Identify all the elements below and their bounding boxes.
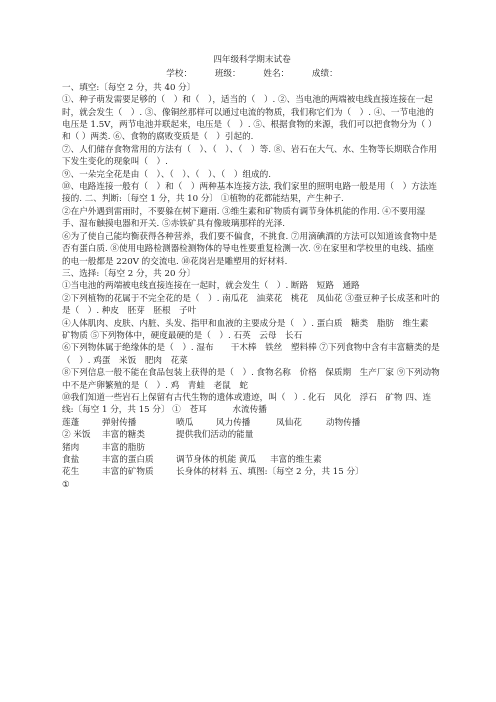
choice-questions-4-5: ④人体肌肉、皮肤、内脏、头发、指甲和血液的主要成分是（ ）. 蛋白质 糖类 脂肪 维生素 矿物质 ⑤下列物体中，硬度最硬的是（ ）. 石英 云母 长石 xyxy=(62,318,438,341)
matching-row xyxy=(62,429,442,441)
matching-row xyxy=(62,454,442,466)
choice-questions-2-3: ②下列植物的花属于不完全花的是（ ）. 南瓜花 油菜花 桃花 凤仙花 ③蚕豆种子长成茎和叶的是（ ）. 种皮 胚芽 胚根 子叶 xyxy=(62,293,440,317)
matching-cell: 风力传播 xyxy=(216,417,251,428)
matching-cell: 丰富的脂肪 xyxy=(102,442,145,453)
fill-questions-7-8: ⑦、人们储存食物常用的方法有（ ）、（ ）、（ ）等. ⑧、岩石在大气、水、生物等长期联合作用下发生变化的现象叫（ ）. xyxy=(62,144,437,168)
fill-question-10-judge-heading: ⑩、电路连接一般有（ ）和（ ）两种基本连接方法, 我们家里的照明电路一般是用（ ）方法连接的. 二、判断:〔每空 1 分，共 10 分〕 ①植物的花都能结果，产生种子. xyxy=(62,182,437,205)
fill-figure-item-1: ① xyxy=(62,479,70,490)
fill-question-9: ⑨、一朵完全花是由（ ）、（ ）、（ ）、（ ）组成的. xyxy=(62,169,271,180)
matching-list xyxy=(62,417,442,479)
section-fill-heading: 一、填空:〔每空 2 分，共 40 分〕 xyxy=(62,82,196,93)
judge-questions-2-5: ②在户外遇到雷雨时，不要躲在树下避雨. ③维生素和矿物质有调节身体机能的作用. ④不要用湿手、湿布触摸电器和开关. ⑤赤铁矿具有像玻璃那样的光泽. xyxy=(62,206,426,230)
section-choice-heading: 三、选择:〔每空 2 分，共 20 分〕 xyxy=(62,268,196,279)
matching-cell: 提供我们活动的能量 xyxy=(176,430,254,441)
matching-cell: 丰富的蛋白质 xyxy=(102,455,154,465)
matching-cell: 调节身体的机能 黄瓜 xyxy=(176,455,257,465)
matching-cell: 食盐 xyxy=(62,455,80,465)
choice-questions-8-9: ⑧下列信息一般不能在食品包装上获得的是（ ）. 食物名称 价格 保质期 生产厂家 ⑨下列动物中不是产卵繁殖的是（ ）. 鸡 青蛙 老鼠 蛇 xyxy=(62,368,440,391)
matching-row xyxy=(62,466,442,478)
matching-cell: 花生 xyxy=(62,467,80,478)
matching-cell: 丰富的维生素 xyxy=(270,455,322,465)
class-label: 班级： xyxy=(214,69,241,80)
matching-cell: 凤仙花 xyxy=(276,417,302,428)
matching-cell: 丰富的矿物质 xyxy=(102,467,154,478)
matching-cell: 莲蓬 xyxy=(62,417,80,428)
score-label: 成绩： xyxy=(311,69,338,80)
school-label: 学校： xyxy=(166,69,193,80)
matching-cell: ② 米饭 xyxy=(62,430,91,441)
choice-question-1: ①当电池的两端被电线直接连接在一起时，就会发生（ ）. 断路 短路 通路 xyxy=(62,281,360,292)
matching-cell: 长身体的材料 五、填图:〔每空 2 分，共 15 分〕 xyxy=(176,467,364,478)
exam-content xyxy=(62,54,442,491)
matching-row xyxy=(62,442,442,454)
student-info xyxy=(62,68,442,80)
matching-cell: 猪肉 xyxy=(62,442,80,453)
matching-cell: 喷瓜 xyxy=(176,417,194,428)
choice-question-10-match-heading: ⑩我们知道一些岩石上保留有古代生物的遗体或遗迹，叫（ ）. 化石 风化 浮石 矿物 四、连线:〔每空 1 分，共 15 分〕 ① 苍耳 水流传播 xyxy=(62,392,432,416)
matching-row xyxy=(62,417,442,429)
matching-cell: 丰富的糖类 xyxy=(102,430,145,441)
matching-cell: 弹射传播 xyxy=(102,417,137,428)
judge-questions-6-10: ⑥为了使自己能均衡获得各种营养，我们要不偏食，不挑食. ⑦用滴碘酒的方法可以知道该食物中是否有蛋白质. ⑧使用电路检测器检测物体的导电性要重复检测一次. ⑨在家里和学校里的电线、插座的电一般都是 220V 的交流电. ⑩花岗岩是雕塑用的好材料. xyxy=(62,231,437,267)
page-title: 四年级科学期末试卷 xyxy=(213,55,291,65)
name-label: 姓名： xyxy=(263,69,290,80)
choice-questions-6-7: ⑥下列物体属于绝缘体的是（ ）. 湿布 干木棒 铁丝 塑料棒 ⑦下列食物中含有丰富糖类的是（ ）. 鸡蛋 米饭 肥肉 花菜 xyxy=(62,343,440,366)
fill-questions-1-6: ①、种子萌发需要足够的（ ）和（ ），适当的（ ）. ②、当电池的两端被电线直接连接在一起时，就会发生（ ）. ③、像铜丝那样可以通过电流的物质，我们称它们为（ ）. ④、一节电池的电压是 1.5V，两节电池并联起来，电压是（ ）. ⑤、根据食物的来源，我们可以把食物分为（ ）和（ ）两类. ⑥、食物的腐败变质是（ ）引起的. xyxy=(62,95,437,143)
matching-cell: 动物传播 xyxy=(326,417,361,428)
